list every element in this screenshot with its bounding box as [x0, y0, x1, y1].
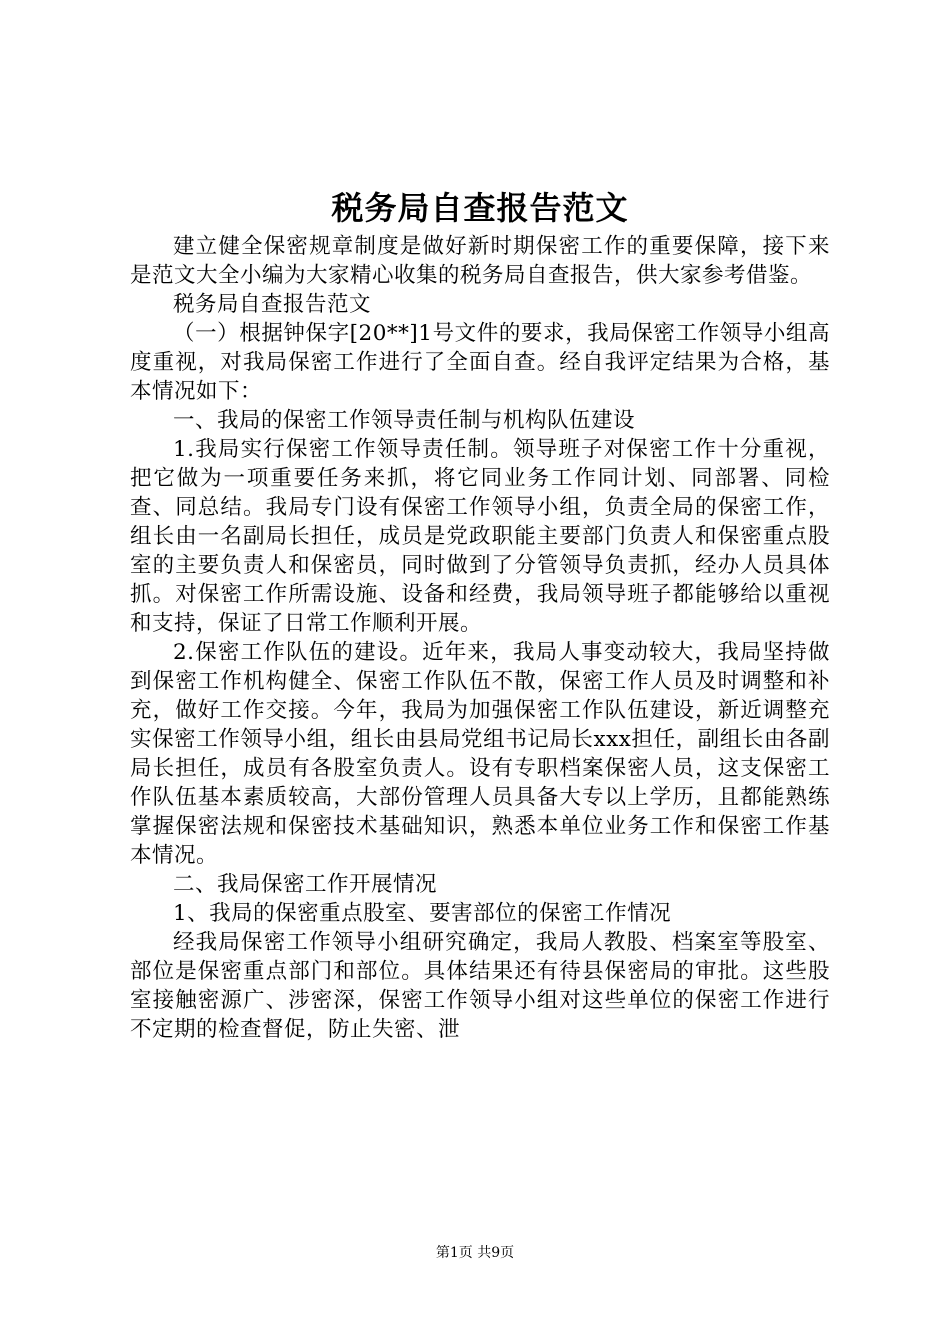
document-page — [130, 186, 830, 1044]
paragraph-item-1: 1.我局实行保密工作领导责任制。领导班子对保密工作十分重视，把它做为一项重要任务来抓，将它同业务工作同计划、同部署、同检查、同总结。我局专门设有保密工作领导小组，负责全局的保密工作，组长由一名副局长担任，成员是党政职能主要部门负责人和保密重点股室的主要负责人和保密员，同时做到了分管领导负责抓，经办人员具体抓。对保密工作所需设施、设备和经费，我局领导班子都能够给以重视和支持，保证了日常工作顺利开展。 — [130, 437, 830, 636]
paragraph-basis: （一）根据钟保字[20**]1号文件的要求，我局保密工作领导小组高度重视，对我局保密工作进行了全面自查。经自我评定结果为合格，基本情况如下： — [130, 321, 830, 404]
subsection-heading-1: 1、我局的保密重点股室、要害部位的保密工作情况 — [173, 901, 672, 926]
page-footer: 第1页 共9页 — [435, 1245, 515, 1261]
paragraph-item-2: 2.保密工作队伍的建设。近年来，我局人事变动较大，我局坚持做到保密工作机构健全、保密工作队伍不散，保密工作人员及时调整和补充，做好工作交接。今年，我局为加强保密工作队伍建设，新近调整充实保密工作领导小组，组长由县局党组书记局长xxx担任，副组长由各副局长担任，成员有各股室负责人。设有专职档案保密人员，这支保密工作队伍基本素质较高，大部份管理人员具备大专以上学历，且都能熟练掌握保密法规和保密技术基础知识，熟悉本单位业务工作和保密工作基本情况。 — [130, 640, 830, 868]
paragraph-intro: 建立健全保密规章制度是做好新时期保密工作的重要保障，接下来是范文大全小编为大家精心收集的税务局自查报告，供大家参考借鉴。 — [130, 234, 830, 288]
paragraph-key-departments: 经我局保密工作领导小组研究确定，我局人教股、档案室等股室、部位是保密重点部门和部位。具体结果还有待县保密局的审批。这些股室接触密源广、涉密深，保密工作领导小组对这些单位的保密工作进行不定期的检查督促，防止失密、泄 — [130, 930, 830, 1042]
paragraph-subtitle: 税务局自查报告范文 — [173, 292, 372, 317]
document-title: 税务局自查报告范文 — [331, 189, 629, 227]
section-heading-2: 二、我局保密工作开展情况 — [173, 872, 438, 897]
section-heading-1: 一、我局的保密工作领导责任制与机构队伍建设 — [173, 408, 636, 433]
